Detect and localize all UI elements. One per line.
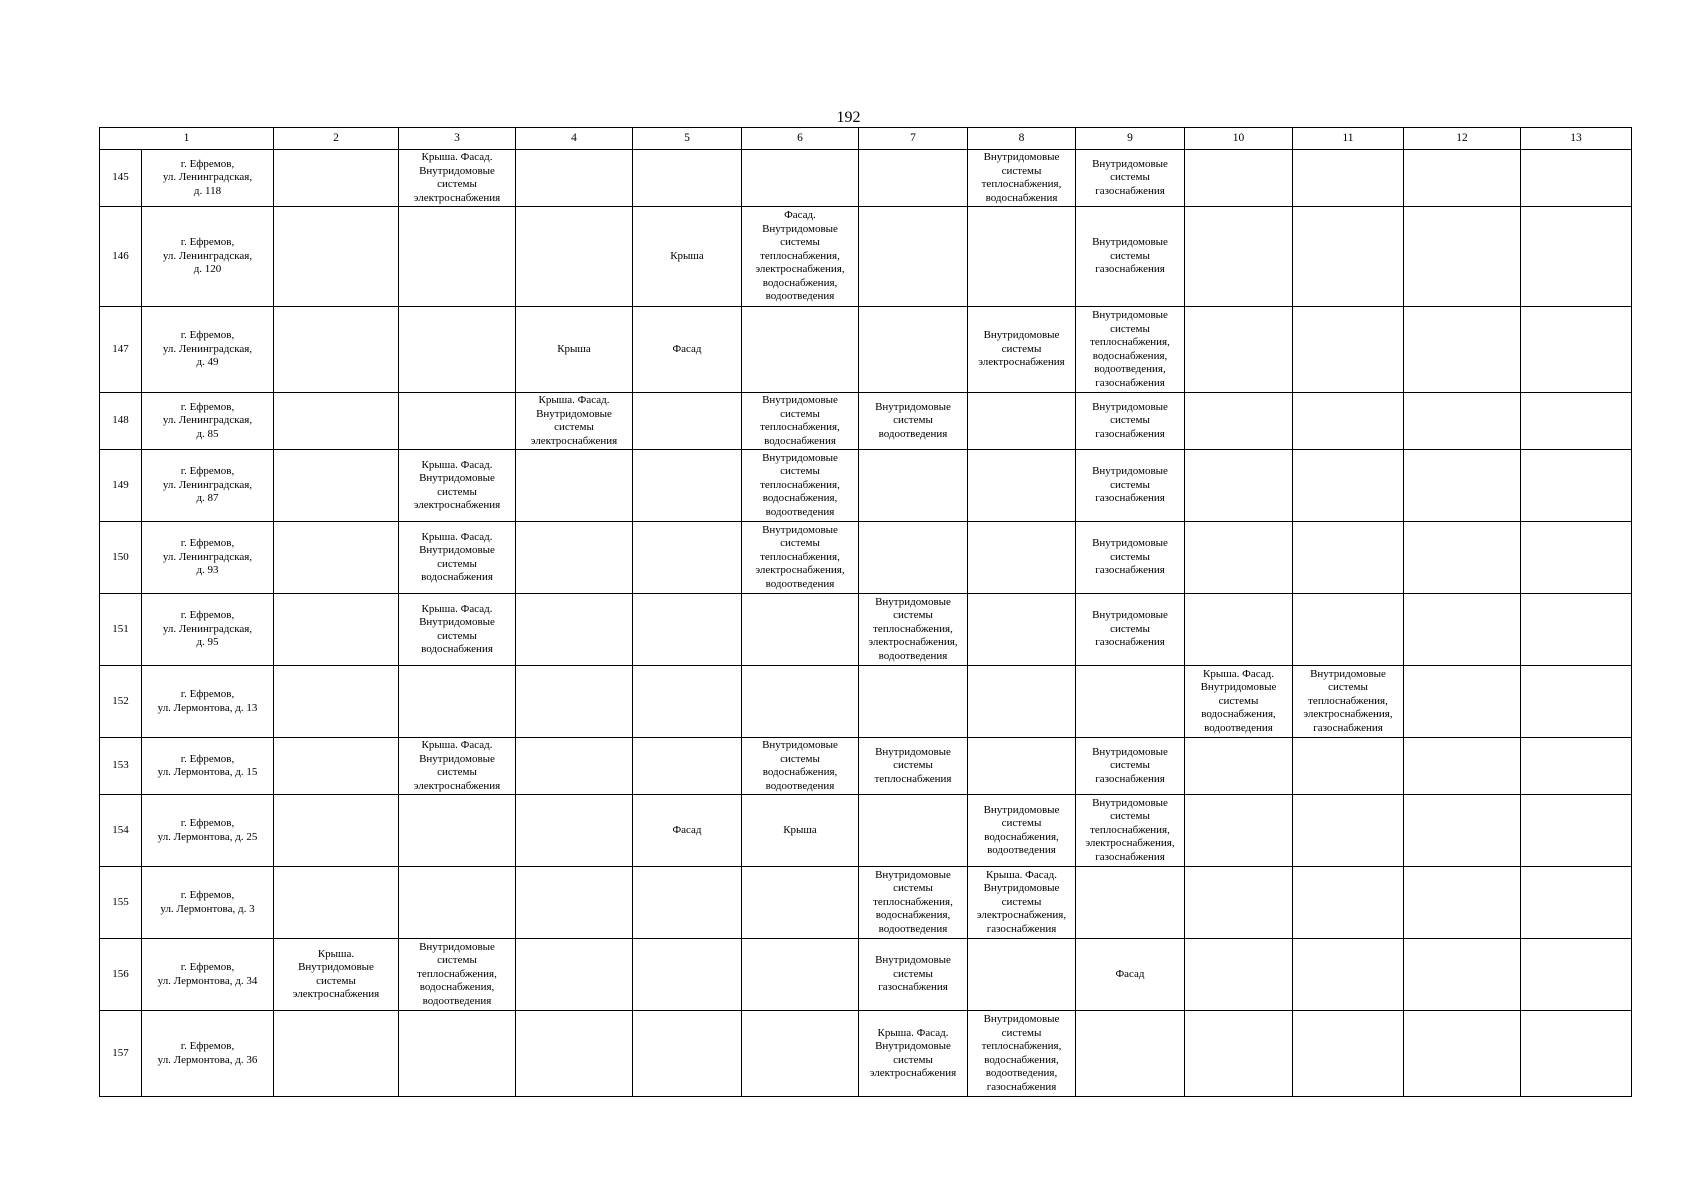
col11-cell [1293, 594, 1404, 666]
row-number: 147 [100, 307, 142, 393]
table-row [100, 594, 1632, 666]
row-number: 150 [100, 522, 142, 594]
table-row [100, 795, 1632, 867]
table-body [100, 150, 1632, 1097]
col9-cell: Внутридомовые системы газоснабжения [1076, 450, 1185, 522]
col6-cell [742, 867, 859, 939]
table-row [100, 450, 1632, 522]
col5-cell [633, 666, 742, 738]
col10-cell [1185, 867, 1293, 939]
col13-cell [1521, 307, 1632, 393]
col13-cell [1521, 666, 1632, 738]
col10-cell [1185, 795, 1293, 867]
address-cell: г. Ефремов, ул. Лермонтова, д. 15 [142, 738, 274, 795]
col4-cell [516, 150, 633, 207]
col3-cell [399, 666, 516, 738]
col10-cell [1185, 1011, 1293, 1097]
col13-cell [1521, 522, 1632, 594]
col3-cell [399, 307, 516, 393]
col6-cell [742, 307, 859, 393]
address-cell: г. Ефремов, ул. Ленинградская, д. 49 [142, 307, 274, 393]
col5-cell: Крыша [633, 207, 742, 307]
col9-cell: Фасад [1076, 939, 1185, 1011]
col9-cell [1076, 666, 1185, 738]
col4-cell: Крыша. Фасад. Внутридомовые системы электроснабжения [516, 393, 633, 450]
col9-cell: Внутридомовые системы газоснабжения [1076, 207, 1185, 307]
col8-cell [968, 393, 1076, 450]
col7-cell [859, 307, 968, 393]
row-number: 146 [100, 207, 142, 307]
col8-cell: Внутридомовые системы теплоснабжения, водоснабжения, водоотведения, газоснабжения [968, 1011, 1076, 1097]
col5-cell: Фасад [633, 795, 742, 867]
col13-cell [1521, 393, 1632, 450]
column-header-11: 11 [1293, 128, 1404, 150]
col7-cell: Внутридомовые системы теплоснабжения, электроснабжения, водоотведения [859, 594, 968, 666]
col9-cell [1076, 867, 1185, 939]
col10-cell [1185, 522, 1293, 594]
col11-cell [1293, 450, 1404, 522]
col8-cell [968, 450, 1076, 522]
col2-cell [274, 522, 399, 594]
col7-cell [859, 666, 968, 738]
col2-cell [274, 393, 399, 450]
col9-cell: Внутридомовые системы теплоснабжения, электроснабжения, газоснабжения [1076, 795, 1185, 867]
col7-cell [859, 795, 968, 867]
col5-cell [633, 150, 742, 207]
col13-cell [1521, 150, 1632, 207]
table-row [100, 1011, 1632, 1097]
table-row [100, 738, 1632, 795]
col11-cell [1293, 738, 1404, 795]
column-header-12: 12 [1404, 128, 1521, 150]
col8-cell [968, 666, 1076, 738]
col12-cell [1404, 150, 1521, 207]
col4-cell [516, 738, 633, 795]
col12-cell [1404, 522, 1521, 594]
col12-cell [1404, 594, 1521, 666]
col6-cell: Внутридомовые системы теплоснабжения, электроснабжения, водоотведения [742, 522, 859, 594]
row-number: 155 [100, 867, 142, 939]
column-header-5: 5 [633, 128, 742, 150]
col10-cell: Крыша. Фасад. Внутридомовые системы водоснабжения, водоотведения [1185, 666, 1293, 738]
col4-cell [516, 795, 633, 867]
col8-cell: Внутридомовые системы теплоснабжения, водоснабжения [968, 150, 1076, 207]
col5-cell [633, 738, 742, 795]
col9-cell [1076, 1011, 1185, 1097]
address-cell: г. Ефремов, ул. Лермонтова, д. 36 [142, 1011, 274, 1097]
column-header-3: 3 [399, 128, 516, 150]
address-cell: г. Ефремов, ул. Ленинградская, д. 87 [142, 450, 274, 522]
col12-cell [1404, 795, 1521, 867]
col5-cell [633, 1011, 742, 1097]
col8-cell [968, 594, 1076, 666]
col9-cell: Внутридомовые системы газоснабжения [1076, 522, 1185, 594]
col4-cell [516, 594, 633, 666]
col5-cell [633, 867, 742, 939]
col3-cell [399, 393, 516, 450]
table-row [100, 207, 1632, 307]
row-number: 151 [100, 594, 142, 666]
col4-cell: Крыша [516, 307, 633, 393]
col13-cell [1521, 795, 1632, 867]
col6-cell: Крыша [742, 795, 859, 867]
column-header-6: 6 [742, 128, 859, 150]
address-cell: г. Ефремов, ул. Ленинградская, д. 85 [142, 393, 274, 450]
col13-cell [1521, 867, 1632, 939]
col13-cell [1521, 738, 1632, 795]
col11-cell [1293, 522, 1404, 594]
col11-cell [1293, 795, 1404, 867]
row-number: 157 [100, 1011, 142, 1097]
col3-cell [399, 207, 516, 307]
col10-cell [1185, 594, 1293, 666]
col3-cell [399, 867, 516, 939]
col3-cell: Крыша. Фасад. Внутридомовые системы электроснабжения [399, 150, 516, 207]
col10-cell [1185, 207, 1293, 307]
col12-cell [1404, 450, 1521, 522]
col11-cell [1293, 393, 1404, 450]
table-row [100, 867, 1632, 939]
col8-cell: Внутридомовые системы водоснабжения, водоотведения [968, 795, 1076, 867]
col4-cell [516, 939, 633, 1011]
address-cell: г. Ефремов, ул. Ленинградская, д. 93 [142, 522, 274, 594]
col8-cell: Крыша. Фасад. Внутридомовые системы электроснабжения, газоснабжения [968, 867, 1076, 939]
col12-cell [1404, 867, 1521, 939]
table-header [100, 128, 1632, 150]
column-header-8: 8 [968, 128, 1076, 150]
col3-cell: Крыша. Фасад. Внутридомовые системы электроснабжения [399, 738, 516, 795]
address-cell: г. Ефремов, ул. Лермонтова, д. 25 [142, 795, 274, 867]
col8-cell [968, 207, 1076, 307]
col12-cell [1404, 393, 1521, 450]
col12-cell [1404, 738, 1521, 795]
col3-cell: Крыша. Фасад. Внутридомовые системы водоснабжения [399, 594, 516, 666]
address-cell: г. Ефремов, ул. Ленинградская, д. 118 [142, 150, 274, 207]
col10-cell [1185, 393, 1293, 450]
col8-cell [968, 522, 1076, 594]
col6-cell: Фасад. Внутридомовые системы теплоснабжения, электроснабжения, водоснабжения, водоотведения [742, 207, 859, 307]
col3-cell: Внутридомовые системы теплоснабжения, водоснабжения, водоотведения [399, 939, 516, 1011]
col13-cell [1521, 450, 1632, 522]
col6-cell [742, 1011, 859, 1097]
column-header-2: 2 [274, 128, 399, 150]
address-cell: г. Ефремов, ул. Лермонтова, д. 3 [142, 867, 274, 939]
col3-cell: Крыша. Фасад. Внутридомовые системы электроснабжения [399, 450, 516, 522]
col2-cell [274, 795, 399, 867]
column-header-7: 7 [859, 128, 968, 150]
col10-cell [1185, 307, 1293, 393]
address-cell: г. Ефремов, ул. Лермонтова, д. 13 [142, 666, 274, 738]
col7-cell [859, 150, 968, 207]
col12-cell [1404, 939, 1521, 1011]
col10-cell [1185, 939, 1293, 1011]
col9-cell: Внутридомовые системы газоснабжения [1076, 150, 1185, 207]
row-number: 152 [100, 666, 142, 738]
address-cell: г. Ефремов, ул. Ленинградская, д. 120 [142, 207, 274, 307]
column-header-1: 1 [100, 128, 274, 150]
col5-cell [633, 450, 742, 522]
col3-cell [399, 1011, 516, 1097]
col6-cell [742, 150, 859, 207]
row-number: 149 [100, 450, 142, 522]
col10-cell [1185, 450, 1293, 522]
col13-cell [1521, 207, 1632, 307]
col11-cell [1293, 939, 1404, 1011]
page-number: 192 [836, 109, 861, 126]
col10-cell [1185, 738, 1293, 795]
col6-cell [742, 939, 859, 1011]
col7-cell: Внутридомовые системы теплоснабжения, водоснабжения, водоотведения [859, 867, 968, 939]
col2-cell [274, 150, 399, 207]
col7-cell: Внутридомовые системы водоотведения [859, 393, 968, 450]
col6-cell: Внутридомовые системы теплоснабжения, водоснабжения [742, 393, 859, 450]
col2-cell [274, 867, 399, 939]
col5-cell [633, 522, 742, 594]
col12-cell [1404, 666, 1521, 738]
col12-cell [1404, 207, 1521, 307]
col4-cell [516, 666, 633, 738]
col5-cell [633, 594, 742, 666]
col8-cell [968, 738, 1076, 795]
col13-cell [1521, 1011, 1632, 1097]
col9-cell: Внутридомовые системы газоснабжения [1076, 738, 1185, 795]
col2-cell [274, 450, 399, 522]
row-number: 148 [100, 393, 142, 450]
col10-cell [1185, 150, 1293, 207]
col4-cell [516, 867, 633, 939]
table-row [100, 150, 1632, 207]
col7-cell: Внутридомовые системы газоснабжения [859, 939, 968, 1011]
col8-cell: Внутридомовые системы электроснабжения [968, 307, 1076, 393]
header-row [100, 128, 1632, 150]
col3-cell: Крыша. Фасад. Внутридомовые системы водоснабжения [399, 522, 516, 594]
table-row [100, 307, 1632, 393]
column-header-9: 9 [1076, 128, 1185, 150]
col11-cell [1293, 150, 1404, 207]
col13-cell [1521, 939, 1632, 1011]
col7-cell [859, 522, 968, 594]
col6-cell: Внутридомовые системы теплоснабжения, водоснабжения, водоотведения [742, 450, 859, 522]
table-row [100, 522, 1632, 594]
col3-cell [399, 795, 516, 867]
address-cell: г. Ефремов, ул. Лермонтова, д. 34 [142, 939, 274, 1011]
col11-cell [1293, 207, 1404, 307]
col5-cell [633, 393, 742, 450]
col7-cell [859, 450, 968, 522]
col11-cell [1293, 1011, 1404, 1097]
table-row [100, 666, 1632, 738]
row-number: 145 [100, 150, 142, 207]
col2-cell [274, 307, 399, 393]
col4-cell [516, 1011, 633, 1097]
table-row [100, 393, 1632, 450]
col2-cell: Крыша. Внутридомовые системы электроснабжения [274, 939, 399, 1011]
col2-cell [274, 594, 399, 666]
table-row [100, 939, 1632, 1011]
col2-cell [274, 207, 399, 307]
repair-schedule-table [99, 127, 1632, 1097]
column-header-13: 13 [1521, 128, 1632, 150]
col9-cell: Внутридомовые системы газоснабжения [1076, 393, 1185, 450]
col9-cell: Внутридомовые системы газоснабжения [1076, 594, 1185, 666]
col2-cell [274, 738, 399, 795]
row-number: 153 [100, 738, 142, 795]
col4-cell [516, 450, 633, 522]
col6-cell [742, 666, 859, 738]
col4-cell [516, 522, 633, 594]
col7-cell: Внутридомовые системы теплоснабжения [859, 738, 968, 795]
col4-cell [516, 207, 633, 307]
col11-cell [1293, 867, 1404, 939]
row-number: 156 [100, 939, 142, 1011]
col12-cell [1404, 307, 1521, 393]
col6-cell [742, 594, 859, 666]
col6-cell: Внутридомовые системы водоснабжения, водоотведения [742, 738, 859, 795]
row-number: 154 [100, 795, 142, 867]
col7-cell: Крыша. Фасад. Внутридомовые системы электроснабжения [859, 1011, 968, 1097]
col12-cell [1404, 1011, 1521, 1097]
col11-cell [1293, 307, 1404, 393]
col7-cell [859, 207, 968, 307]
col11-cell: Внутридомовые системы теплоснабжения, электроснабжения, газоснабжения [1293, 666, 1404, 738]
column-header-4: 4 [516, 128, 633, 150]
col5-cell: Фасад [633, 307, 742, 393]
col13-cell [1521, 594, 1632, 666]
address-cell: г. Ефремов, ул. Ленинградская, д. 95 [142, 594, 274, 666]
col2-cell [274, 1011, 399, 1097]
col2-cell [274, 666, 399, 738]
col8-cell [968, 939, 1076, 1011]
col5-cell [633, 939, 742, 1011]
column-header-10: 10 [1185, 128, 1293, 150]
col9-cell: Внутридомовые системы теплоснабжения, водоснабжения, водоотведения, газоснабжения [1076, 307, 1185, 393]
